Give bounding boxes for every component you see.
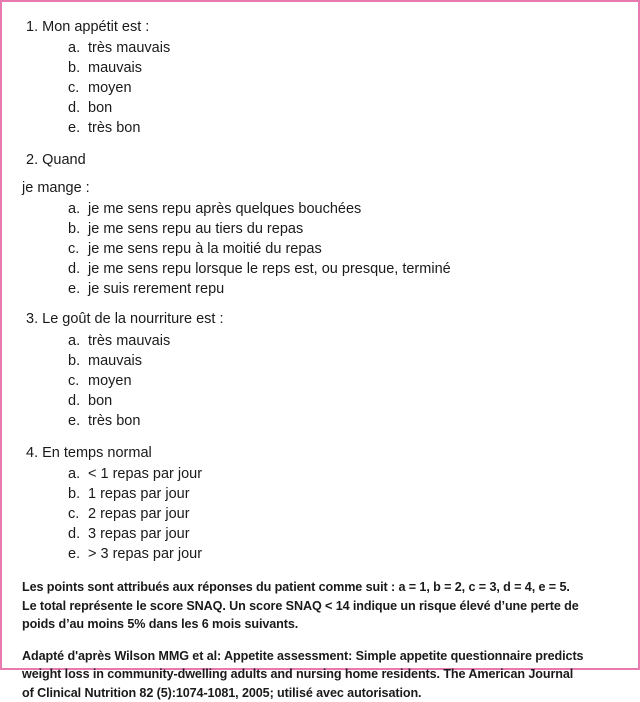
- list-item[interactable]: [68, 199, 622, 219]
- option-text: bon: [88, 100, 113, 117]
- spacer: [20, 301, 622, 308]
- scoring-footnote: [20, 578, 622, 633]
- list-item[interactable]: [68, 371, 622, 391]
- footnote-line-3: poids d’au moins 5% dans les 6 mois suivants.: [22, 616, 299, 631]
- option-letter: e.: [68, 412, 81, 429]
- option-letter: b.: [68, 60, 81, 77]
- option-text: très bon: [88, 412, 141, 429]
- question-2: [20, 149, 622, 299]
- list-item[interactable]: [68, 411, 622, 431]
- option-text: moyen: [88, 80, 132, 97]
- option-text: mauvais: [88, 60, 142, 77]
- option-letter: d.: [68, 392, 81, 409]
- list-item[interactable]: [68, 484, 622, 504]
- question-4: [20, 442, 622, 564]
- question-1: [20, 16, 622, 138]
- option-text: je suis rerement repu: [88, 281, 225, 298]
- option-letter: c.: [68, 241, 80, 258]
- footnote-line-2: Le total représente le score SNAQ. Un score SNAQ < 14 indique un risque élevé d’une perte de: [22, 598, 579, 613]
- option-text: > 3 repas par jour: [88, 546, 203, 563]
- option-text: 2 repas par jour: [88, 506, 190, 523]
- option-text: 1 repas par jour: [88, 486, 190, 503]
- list-item[interactable]: [68, 331, 622, 351]
- list-item[interactable]: [68, 351, 622, 371]
- question-4-title: [20, 442, 622, 464]
- option-letter: b.: [68, 352, 81, 369]
- question-4-text: En temps normal: [42, 444, 152, 461]
- spacer: [20, 433, 622, 442]
- option-text: très mauvais: [88, 332, 171, 349]
- list-item[interactable]: [68, 118, 622, 138]
- question-2-number: 2.: [26, 152, 39, 169]
- credit-line-3: of Clinical Nutrition 82 (5):1074-1081, 2005; utilisé avec autorisation.: [22, 685, 422, 700]
- question-3-text: Le goût de la nourriture est :: [42, 311, 224, 328]
- question-2-text: Quand: [42, 152, 86, 169]
- option-text: je me sens repu à la moitié du repas: [88, 241, 322, 258]
- list-item[interactable]: [68, 58, 622, 78]
- option-letter: a.: [68, 332, 81, 349]
- option-letter: c.: [68, 372, 80, 389]
- question-1-text: Mon appétit est :: [42, 19, 150, 35]
- option-letter: b.: [68, 221, 81, 238]
- option-letter: e.: [68, 546, 81, 563]
- option-letter: c.: [68, 80, 80, 97]
- list-item[interactable]: [68, 239, 622, 259]
- question-1-options: [20, 38, 622, 138]
- list-item[interactable]: [68, 279, 622, 299]
- option-letter: e.: [68, 281, 81, 298]
- list-item[interactable]: [68, 391, 622, 411]
- list-item[interactable]: [68, 544, 622, 564]
- question-4-options: [20, 464, 622, 564]
- question-1-title: [20, 16, 622, 38]
- source-credit: [20, 647, 622, 702]
- option-text: bon: [88, 392, 113, 409]
- list-item[interactable]: [68, 219, 622, 239]
- spacer: [20, 140, 622, 149]
- option-text: je me sens repu lorsque le reps est, ou presque, terminé: [88, 261, 451, 278]
- question-2-options: [20, 199, 622, 299]
- question-2-title: [20, 149, 622, 171]
- list-item[interactable]: [68, 524, 622, 544]
- question-3-title: [20, 308, 622, 330]
- option-text: < 1 repas par jour: [88, 466, 203, 483]
- option-text: très mauvais: [88, 40, 171, 57]
- option-text: je me sens repu après quelques bouchées: [88, 201, 362, 218]
- option-text: 3 repas par jour: [88, 526, 190, 543]
- option-letter: b.: [68, 486, 81, 503]
- option-letter: d.: [68, 100, 81, 117]
- list-item[interactable]: [68, 38, 622, 58]
- option-text: mauvais: [88, 352, 142, 369]
- list-item[interactable]: [68, 78, 622, 98]
- option-letter: a.: [68, 466, 81, 483]
- option-text: très bon: [88, 120, 141, 137]
- question-3-number: 3.: [26, 311, 39, 328]
- option-letter: e.: [68, 120, 81, 137]
- list-item[interactable]: [68, 259, 622, 279]
- credit-line-2: weight loss in community-dwelling adults and nursing home residents. The American Journal: [22, 667, 574, 682]
- list-item[interactable]: [68, 464, 622, 484]
- list-item[interactable]: [68, 504, 622, 524]
- question-3: [20, 308, 622, 430]
- question-2-subtext: je mange :: [22, 179, 90, 196]
- option-letter: c.: [68, 506, 80, 523]
- option-letter: a.: [68, 201, 81, 218]
- question-3-options: [20, 331, 622, 431]
- list-item[interactable]: [68, 98, 622, 118]
- question-1-number: 1.: [26, 19, 39, 35]
- option-text: je me sens repu au tiers du repas: [88, 221, 304, 238]
- option-letter: d.: [68, 261, 81, 278]
- option-letter: d.: [68, 526, 81, 543]
- footnote-line-1: Les points sont attribués aux réponses du patient comme suit : a = 1, b = 2, c = 3, d = 4, e = 5.: [22, 580, 570, 595]
- option-text: moyen: [88, 372, 132, 389]
- question-4-number: 4.: [26, 444, 39, 461]
- option-letter: a.: [68, 40, 81, 57]
- credit-line-1: Adapté d'après Wilson MMG et al: Appetite assessment: Simple appetite questionnaire predicts: [22, 649, 584, 664]
